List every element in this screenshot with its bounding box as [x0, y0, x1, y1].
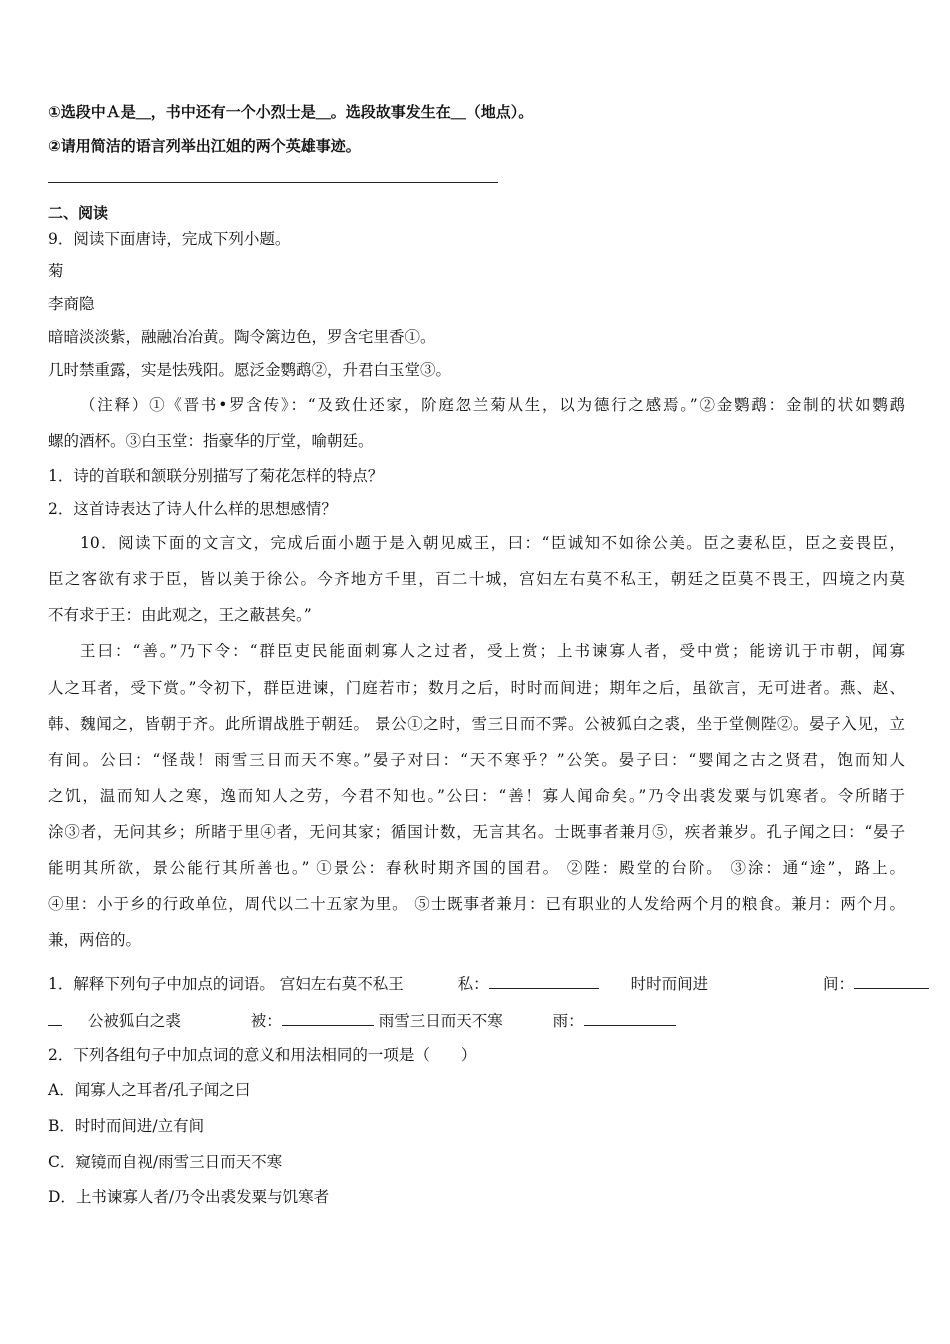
- option-a[interactable]: A．闻寡人之耳者/孔子闻之曰: [48, 1081, 251, 1099]
- q10-line: 之饥，温而知人之寒，逸而知人之劳，今君不知也。”公曰：“善！寡人闻命矣。”乃令出裘发粟与饥寒者。令所睹于: [48, 787, 905, 805]
- q10-line: 有间。公曰：“怪哉！雨雪三日而天不寒。”晏子对曰：“天不寒乎？”公笑。晏子曰：“婴闻之古之贤君，饱而知人: [48, 751, 905, 769]
- q10-line: ④里：小于乡的行政单位，周代以二十五家为里。 ⑤士既事者兼月：已有职业的人发给两个月的粮食。兼月：两个月。: [48, 895, 905, 913]
- q9-question-1: 1．诗的首联和颔联分别描写了菊花怎样的特点？: [48, 467, 384, 485]
- phrase-2: 时时而间进: [630, 975, 709, 993]
- q10-line: 能明其所欲，景公能行其所善也。” ①景公：春秋时期齐国的国君。 ②陛：殿堂的台阶。 ③涂：通“途”，路上。: [48, 859, 905, 877]
- answer-blank-bei[interactable]: [282, 1011, 374, 1026]
- answer-blank-jian[interactable]: [854, 974, 929, 989]
- q10-line: 10．阅读下面的文言文，完成后面小题于是入朝见威王，曰：“臣诚知不如徐公美。臣之妻私臣，臣之妾畏臣，: [80, 534, 905, 552]
- q10-line: 王曰：“善。”乃下令：“群臣吏民能面刺寡人之过者，受上赏；上书谏寡人者，受中赏；能谤讥于市朝，闻寡: [80, 642, 905, 660]
- q10-line: 人之耳者，受下赏。”令初下，群臣进谏，门庭若市；数月之后，时时而间进；期年之后，虽欲言，无可进者。燕、赵、: [48, 679, 905, 697]
- q8-sub1: ①选段中Ａ是＿，书中还有一个小烈士是＿。选段故事发生在＿（地点）。: [48, 103, 534, 121]
- q8-sub2: ②请用简洁的语言列举出江姐的两个英雄事迹。: [48, 137, 361, 155]
- q10-question-2: 2．下列各组句子中加点词的意义和用法相同的一项是（ ）: [48, 1046, 477, 1064]
- q9-question-2: 2．这首诗表达了诗人什么样的思想感情？: [48, 500, 337, 518]
- answer-blank-jian-cont[interactable]: [48, 1011, 62, 1026]
- answer-blank-yu[interactable]: [584, 1011, 676, 1026]
- option-c[interactable]: C．窥镜而自视/雨雪三日而天不寒: [48, 1153, 283, 1171]
- q10-line: 涂③者，无问其乡；所睹于里④者，无问其家；循国计数，无言其名。士既事者兼月⑤，疾者兼岁。孔子闻之曰：“晏子: [48, 823, 905, 841]
- q10-q1-prompt: 1．解释下列句子中加点的词语。 宫妇左右莫不私王: [48, 975, 404, 993]
- poem-note-2: 螺的酒杯。③白玉堂：指豪华的厅堂，喻朝廷。: [48, 432, 374, 450]
- label-jian: 间：: [822, 975, 854, 993]
- poem-line-2: 几时禁重露，实是怯残阳。愿泛金鹦鹉②，升君白玉堂③。: [48, 361, 452, 379]
- q10-line: 臣之客欲有求于臣，皆以美于徐公。今齐地方千里，百二十城，宫妇左右莫不私王，朝廷之臣莫不畏王，四境之内莫: [48, 570, 905, 588]
- phrase-3: 公被狐白之裘: [87, 1012, 181, 1030]
- phrase-4: 雨雪三日而天不寒: [378, 1012, 503, 1030]
- section-heading: 二、阅读: [48, 204, 109, 222]
- q10-line: 兼，两倍的。: [48, 931, 142, 949]
- answer-blank-si[interactable]: [489, 974, 599, 989]
- q9-intro: 9．阅读下面唐诗，完成下列小题。: [48, 230, 291, 248]
- q10-question-1-row2: [48, 1011, 676, 1031]
- label-yu: 雨：: [552, 1012, 584, 1030]
- q10-question-1-row1: [48, 974, 929, 994]
- poem-line-1: 暗暗淡淡紫，融融冶冶黄。陶令篱边色，罗含宅里香①。: [48, 328, 436, 346]
- poet: 李商隐: [48, 295, 95, 313]
- label-bei: 被：: [250, 1012, 282, 1030]
- option-b[interactable]: B．时时而间进/立有间: [48, 1117, 205, 1135]
- q10-line: 韩、魏闻之，皆朝于齐。此所谓战胜于朝廷。 景公①之时，雪三日而不霁。公被狐白之裘，坐于堂侧陛②。晏子入见，立: [48, 715, 905, 733]
- poem-title: 菊: [48, 262, 64, 280]
- q10-line: 不有求于王：由此观之，王之蔽甚矣。”: [48, 606, 312, 624]
- poem-note-1: （注释）①《晋书•罗含传》：“及致仕还家，阶庭忽兰菊从生，以为德行之感焉。”②金鹦鹉：金制的状如鹦鹉: [80, 396, 905, 414]
- answer-line[interactable]: [48, 182, 498, 183]
- label-si: 私：: [457, 975, 489, 993]
- option-d[interactable]: D．上书谏寡人者/乃令出裘发粟与饥寒者: [48, 1188, 330, 1206]
